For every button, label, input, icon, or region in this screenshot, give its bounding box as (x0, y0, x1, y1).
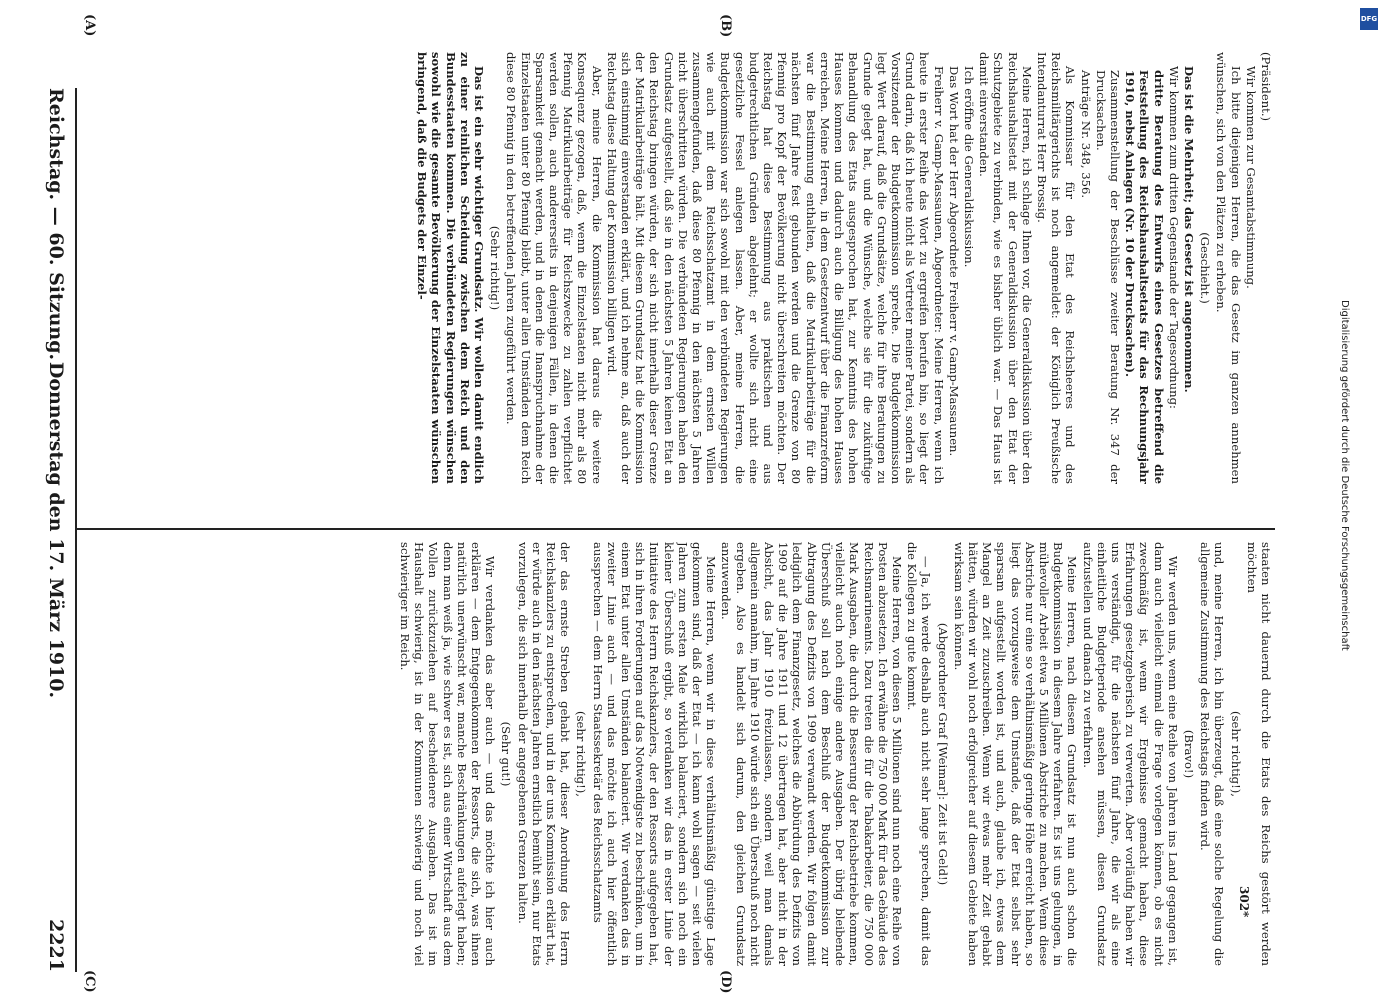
right-paragraph: Meine Herren, von diesen 5 Millionen sind nun noch eine Reihe von Posten abzusetzen. Ich erwähne die 750 000 Mark für das Gebäude des Reichsmarineamts. Dazu treten die für die Tabakarbeiter, die 750 000 Mark Ausgaben, die durch die Besserung der Reichsbetriebe kommen, vielleicht auch noch einige andere Ausgaben. Der übrig bleibende Überschuß soll nach dem Beschluß der Budgetkommission zur Abtragung des Defizits von 1909 verwandt werden. Wir folgen damit lediglich dem Finanzgesetz, welches die Abbürdung des Defizits von 1909 auf die Jahre 1911 und 12 übertragen hat, aber nicht in der Absicht, das Jahr 1910 freizulassen, sondern weil man damals allgemein annahm, im Jahre 1910 würde sich ein Überschuß noch nicht ergeben. Also es handelt sich darum, den gleichen Grundsatz anzuwenden. (719, 542, 904, 966)
dfg-logo: DFG (1360, 8, 1378, 30)
left-paragraph: Aber, meine Herren, die Kommission hat daraus die weitere Konsequenz gezogen, daß, wenn die Einzelstaaten nicht mehr als 80 Pfennig Matrikularbeiträge für Reichszwecke zu zahlen verpflichtet werden sollen, auch andererseits in denjenigen Fällen, in denen die Sparsamkeit gemacht werden, und in denen die Inanspruchnahme der Einzelstaaten unter 80 Pfennig bleibt, unter allen Umständen dem Reich diese 80 Pfennig in den betreffenden Jahren zugeführt werden. (504, 52, 604, 484)
right-paragraph: Wir werden uns, wenn eine Reihe von Jahren ins Land gegangen ist, dann auch vielleicht einmal die Frage vorlegen können, ob es nicht zweckmäßig ist, wenn wir Ergebnisse gemacht haben, diese Erfahrungen gesetzgeberisch zu verwerten. Aber vorläufig haben wir uns verständigt, für die nächsten fünf Jahre, die wir als eine einheitliche Budgetperiode ansehen müssen, diesen Grundsatz aufzustellen und danach zu verfahren. (1080, 542, 1180, 966)
right-paragraph: und, meine Herren, ich bin überzeugt, daß eine solche Regelung die allgemeine Zustimmung des Reichstags finden wird. (1198, 542, 1227, 966)
header-center: Donnerstag den 17. März 1910. (45, 361, 67, 699)
left-paragraph: Anträge Nr. 348, 356. (1078, 70, 1093, 199)
header-left: Reichstag. — 60. Sitzung. (45, 88, 67, 361)
left-paragraph: Das ist ein sehr wichtiger Grundsatz. Wir wollen damit endlich zu einer reinlichen Scheidung zwischen dem Reich und den Bundesstaaten kommen. Die verbündeten Regierungen wünschen sowohl wie die gesamte Bevölkerung der Einzelstaaten wünschen bringend, daß die Budgets der Einzel- (415, 52, 487, 484)
left-paragraph: Ich bitte diejenigen Herren, die das Gesetz im ganzen annehmen wünschen, sich von den Plätzen zu erheben. (1214, 52, 1243, 484)
right-paragraph: (Bravo!) (1181, 729, 1196, 779)
running-head (43, 88, 67, 972)
right-paragraph: (sehr richtig!), (1228, 711, 1243, 797)
left-column (85, 52, 1273, 484)
marker-b: (B) (718, 14, 733, 38)
right-paragraph: Meine Herren, wenn wir in diese verhältnismäßig günstige Lage gekommen sind, daß der Etat — ich kann wohl sagen — seit vielen Jahren zum ersten Male wirklich balanciert, sondern sich noch ein kleiner Überschuß ergibt, so verdanken wir das in erster Linie der Initiative des Herrn Reichskanzlers, der den Ressorts aufgegeben hat, sich in ihren Forderungen auf das Notwendigste zu beschränken, um in einem Etat unter allen Umständen balanciert. Wir verdanken das in zweiter Linie auch — und das möchte ich auch hier öffentlich aussprechen — dem Herrn Staatssekretär des Reichsschatzamts (590, 542, 719, 966)
marker-d: (D) (718, 970, 733, 994)
right-paragraph: staaten nicht dauernd durch die Etats des Reichs gestört werden möchten (1244, 542, 1273, 966)
signature-mark: 302* (1237, 886, 1251, 918)
left-paragraph: Das Wort hat der Herr Abgeordnete Freiherr v. Gamp-Massaunen. (946, 66, 961, 457)
right-paragraph: der das ernste Streben gehabt hat, dieser Anordnung des Herrn Reichskanzlers zu entsprechen, und in der uns Kommission erklärt hat, er würde auch in den nächsten Jahren ernstlich bemüht sein, nur Etats vorzulegen, die sich innerhalb der angegebenen Grenzen halten. (515, 542, 573, 966)
right-paragraph: Meine Herren, nach diesem Grundsatz ist nun auch schon die Budgetkommission in diesem Jahre verfahren. Es ist uns gelungen, in mühevoller Arbeit etwa 5 Millionen Abstriche zu machen. Wenn diese Abstriche nur eine so verhältnismäßig geringe Höhe erreicht haben, so liegt das vorzugsweise dem Umstande, daß der Etat selbst sehr sparsam aufgestellt worden ist, und auch, glaube ich, etwas dem Mangel an Zeit zuzuschreiben. Wenn wir etwas mehr Zeit gehabt hätten, würden wir wohl noch erfolgreicher auf diesem Gebiete haben wirksam sein können. (951, 542, 1080, 966)
left-paragraph: dritte Beratung des Entwurfs eines Gesetzes betreffend die Feststellung des Reichshaushaltsetats für das Rechnungsjahr 1910, nebst Anlagen (Nr. 10 der Drucksachen). (1123, 70, 1166, 484)
right-paragraph: (sehr richtig!), (574, 711, 589, 797)
page-number: 2221 (45, 919, 67, 972)
right-paragraph: (Abgeordneter Graf [Weimar]: Zeit ist Geld!) (935, 622, 950, 886)
right-paragraph: (Sehr gut!) (499, 721, 514, 787)
left-paragraph: Wir kommen zum dritten Gegenstande der Tagesordnung: (1166, 66, 1181, 409)
right-paragraph: — Ja, ich werde deshalb auch nicht sehr lange sprechen, damit das die Kollegen zu gute kommt. (905, 542, 934, 966)
header-rule (75, 88, 77, 972)
marker-a: (A) (82, 14, 97, 37)
left-paragraph: Ich eröffne die Generaldiskussion. (961, 66, 976, 268)
column-divider (77, 528, 1275, 530)
left-paragraph: (Präsident.) (1259, 52, 1273, 122)
left-paragraph: (Geschieht.) (1198, 232, 1213, 304)
left-paragraph: Meine Herren, ich schlage Ihnen vor, die Generaldiskussion über den Reichshaushaltsetat mit der Generaldiskussion über den Etat der Schutzgebiete zu verbinden, wie es bisher üblich war. — Das Haus ist damit einverstanden. (977, 52, 1034, 484)
left-paragraph: Das ist die Mehrheit; das Gesetz ist angenommen. (1181, 66, 1196, 393)
right-paragraph: Wir verdanken das aber auch — und das möchte ich hier auch erklären — dem Entgegenkommen der Ressorts, die sich, was ihnen natürlich unerwünscht war, manche Beschränkungen auferlegt haben; denn man weiß ja, wie schwer es ist, sich aus einer Wirtschaft aus dem Vollen zurückzuziehen auf bescheidenere Ausgaben. Das ist im Haushalt schwierig, ist in der Kommunen schwierig und noch viel schwieriger im Reich. (398, 542, 498, 966)
left-paragraph: Freiherr v. Gamp-Massaunen, Abgeordneter: Meine Herren, wenn ich heute in erster Reihe das Wort zu ergreifen berufen bin, so liegt der Grund darin, daß ich heute nicht als Vertreter meiner Partei, sondern als Vorsitzender der Budgetkommission spreche. Die Budgetkommission legt Wert darauf, daß die Grundsätze, welche für ihre Beratungen zu Grunde gelegt hat, und die Wünsche, welche sie für die zukünftige Behandlung des Etats ausgesprochen hat, zur Kenntnis des hohen Hauses kommen und dadurch auch die Billigung des hohen Hauses erreichen. Meine Herren, in dem Gesetzentwurf über die Finanzreform war die Bestimmung enthalten, daß die Matrikularbeiträge für die nächsten fünf Jahre fest gebunden werden und die Grenze von 80 Pfennig pro Kopf der Bevölkerung nicht überschreiten möchten. Der Reichstag hat diese Bestimmung aus praktischen und aus budgetrechtlichen Gründen abgelehnt; er wollte sich nicht eine gesetzliche Fessel anlegen lassen. Aber, meine Herren, die Budgetkommission war sich sowohl mit den verbündeten Regierungen wie auch mit dem Reichsschatzamt in dem ernsten Willen zusammengefunden, daß diese 80 Pfennig in den nächsten 5 Jahren nicht überschritten würden. Die verbündeten Regierungen haben den Grundsatz aufgestellt, daß sie in den nächsten 5 Jahren keinen Etat an den Reichstag bringen würden, der sich nicht innerhalb dieser Grenze der Matrikularbeiträge hält. Mit diesem Grundsatz hat die Kommission sich einstimmig einverstanden erklärt, und ich nehme an, daß auch der Reichstag diese Haltung der Kommission billigen wird. (604, 52, 946, 484)
left-paragraph: Als Kommissar für den Etat des Reichsheeres und des Reichsmilitärgerichts ist noch angemeldet: der Königlich Preußische Intendanturrat Herr Brossig. (1034, 52, 1078, 484)
digitization-note: Digitalisierung gefördert durch die Deutsche Forschungsgemeinschaft (1339, 300, 1350, 651)
marker-c: (C) (82, 970, 97, 993)
right-column (85, 542, 1273, 966)
left-paragraph: Wir kommen zur Gesamtabstimmung. (1243, 66, 1258, 289)
left-paragraph: Zusammenstellung der Beschlüsse zweiter Beratung Nr. 347 der Drucksachen. (1093, 70, 1122, 484)
left-paragraph: (Sehr richtig!) (488, 225, 503, 311)
